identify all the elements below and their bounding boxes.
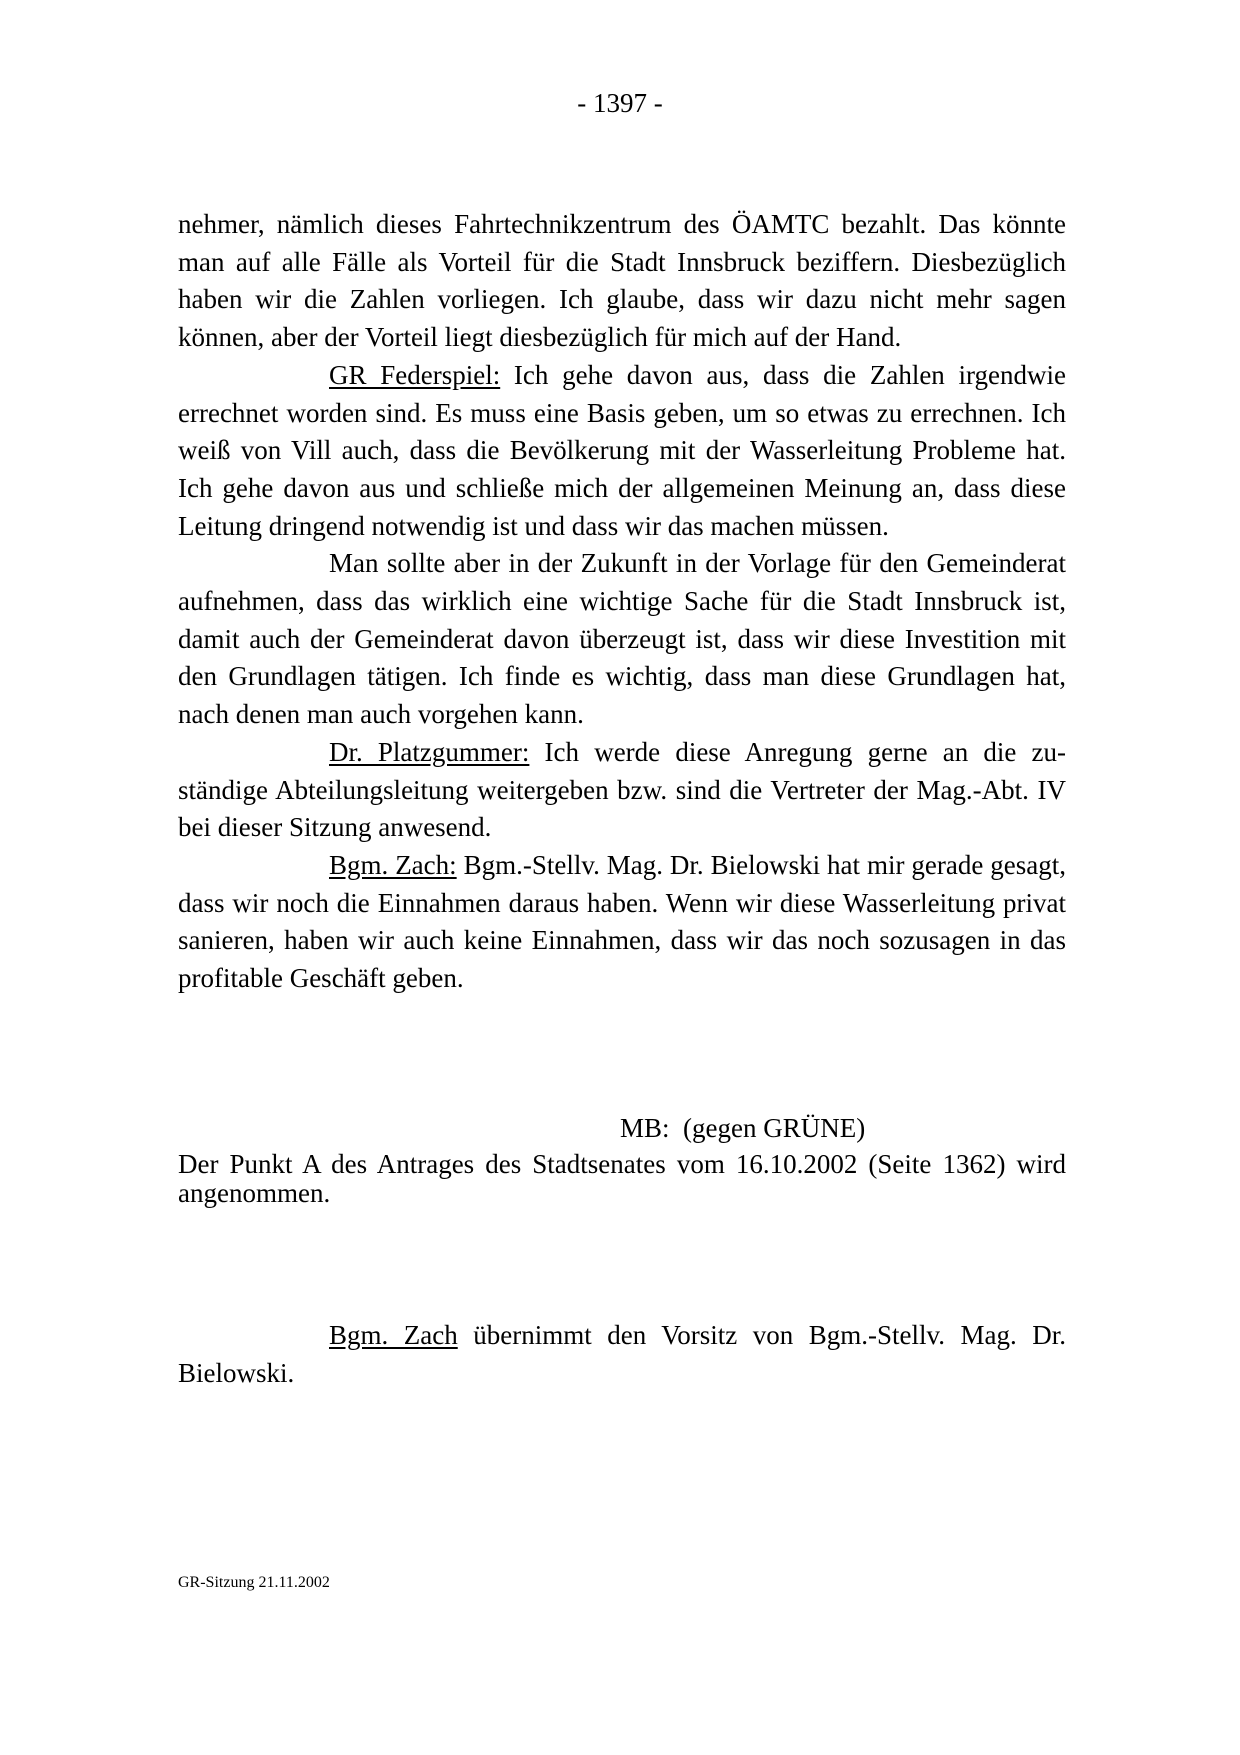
vote-label: MB:	[620, 1113, 670, 1143]
paragraph-continuation	[178, 206, 1066, 357]
paragraph-federspiel-cont	[178, 545, 1066, 734]
page-number: - 1397 -	[577, 88, 663, 118]
paragraph-text: Ich gehe davon aus, dass die Zahlen irgendwie errechnet worden sind. Es muss eine Basis geben, um so etwas zu errechnen. Ich weiß von Vill auch, dass die Bevölkerung mit der Wasserleitung Probleme hat. Ich gehe davon aus und schließe mich der allgemeinen Meinung an, dass diese Leitung dringend notwendig ist und dass wir das machen müssen.	[178, 359, 1066, 541]
speaker-name: Dr. Platzgummer:	[329, 736, 530, 767]
chair-change	[178, 1317, 1066, 1392]
resolution-text: Der Punkt A des Antrages des Stadtsenates vom 16.10.2002 (Seite 1362) wird angenommen.	[178, 1149, 1066, 1208]
paragraph-federspiel	[178, 357, 1066, 546]
paragraph-text: Man sollte aber in der Zukunft in der Vorlage für den Gemeinderat aufnehmen, dass das wirklich eine wichtige Sache für die Stadt Innsbruck ist, damit auch der Gemeinderat davon überzeugt ist, dass wir diese Investition mit den Grundlagen tätigen. Ich finde es wichtig, dass man diese Grundlagen hat, nach denen man auch vorgehen kann.	[178, 548, 1066, 730]
paragraph-zach	[178, 847, 1066, 998]
speaker-name: GR Federspiel:	[329, 359, 501, 390]
paragraph-text: Ich werde diese Anregung gerne an die zuständige Abteilungsleitung weitergeben bzw. sind die Vertreter der Mag.-Abt. IV bei dieser Sitzung anwesend.	[178, 736, 1067, 843]
paragraph-text: Bgm.-Stellv. Mag. Dr. Bielowski hat mir gerade gesagt, dass wir noch die Einnahmen daraus haben. Wenn wir diese Wasserleitung privat sanieren, haben wir auch keine Einnahmen, dass wir das noch sozusagen in das profitable Geschäft geben.	[178, 849, 1066, 994]
vote-result	[620, 1113, 865, 1144]
transcript-body	[178, 206, 1066, 998]
paragraph-platzgummer	[178, 734, 1066, 847]
chair-change-text: übernimmt den Vorsitz von Bgm.-Stellv. Mag. Dr. Bielowski.	[178, 1320, 1066, 1388]
footer-session-date: GR-Sitzung 21.11.2002	[178, 1574, 330, 1591]
speaker-name: Bgm. Zach:	[329, 849, 457, 880]
speaker-name: Bgm. Zach	[329, 1320, 458, 1350]
vote-detail: (gegen GRÜNE)	[683, 1113, 866, 1143]
paragraph-text: nehmer, nämlich dieses Fahrtechnikzentrum des ÖAMTC bezahlt. Das könnte man auf alle Fälle als Vorteil für die Stadt Innsbruck beziffern. Diesbezüglich haben wir die Zahlen vorliegen. Ich glaube, dass wir dazu nicht mehr sagen können, aber der Vorteil liegt diesbezüglich für mich auf der Hand.	[178, 209, 1066, 353]
